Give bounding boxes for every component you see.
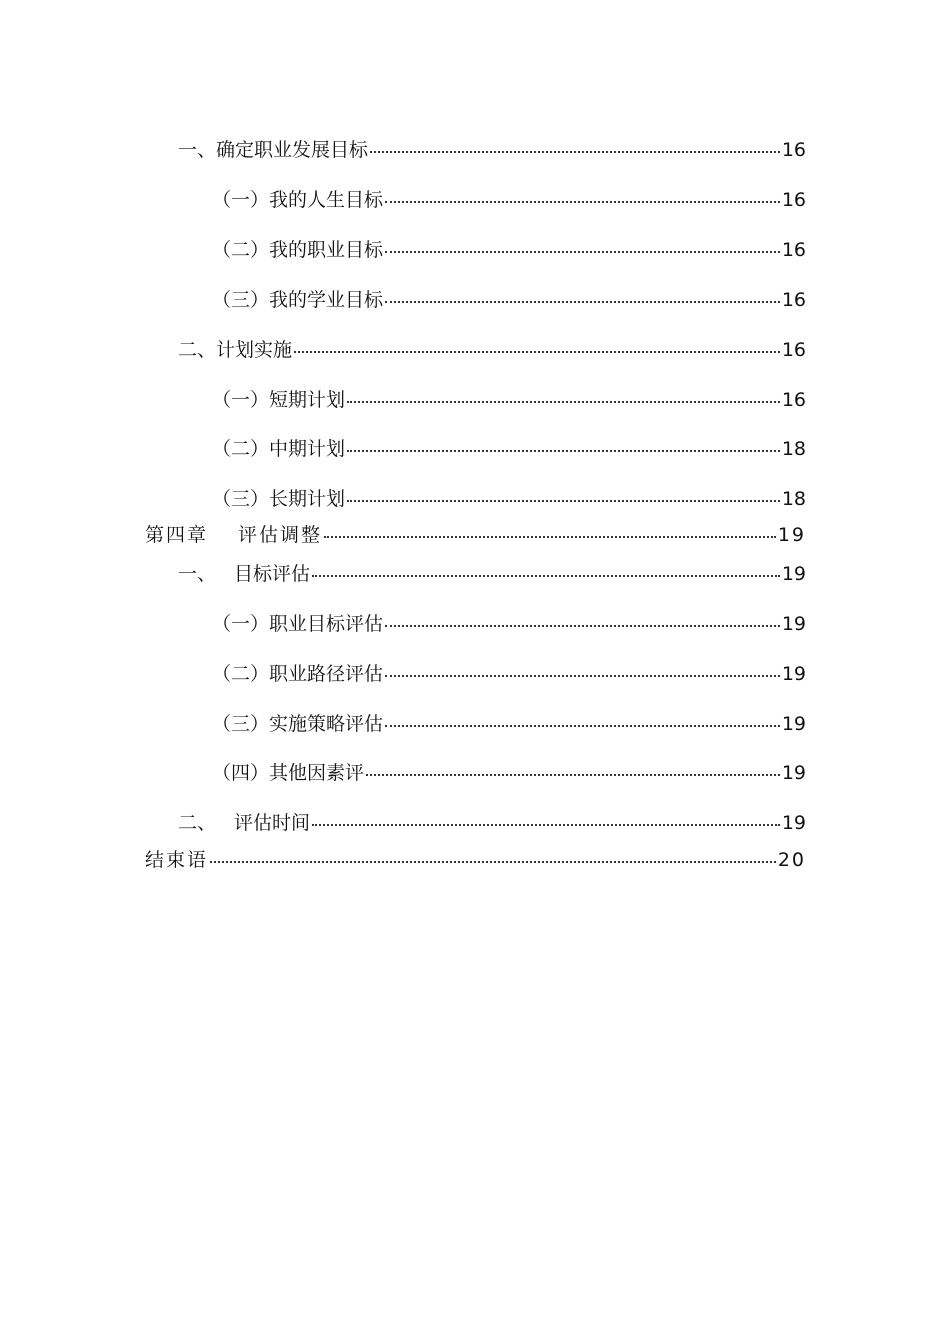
toc-entry-title: 目标评估 [234,563,311,585]
toc-entry-number: （三） [212,713,270,735]
toc-entry-page: 16 [781,339,806,361]
toc-entry[interactable] [212,388,806,412]
toc-entry[interactable] [178,811,806,835]
toc-entry-page: 19 [781,663,806,685]
toc-chapter-title: 评估调整 [238,524,323,546]
toc-entry-title: 我的学业目标 [269,289,384,311]
toc-entry-number: 一、 [178,139,217,161]
toc-entry-page: 19 [781,613,806,635]
toc-entry-page: 19 [777,524,806,546]
toc-entry[interactable] [178,562,806,586]
toc-entry[interactable] [212,238,806,262]
toc-entry[interactable] [178,338,806,362]
toc-chapter-entry[interactable] [145,523,806,547]
toc-entry-title: 我的人生目标 [269,189,384,211]
toc-entry-number: （一） [212,613,270,635]
toc-dot-leader [385,625,780,627]
toc-entry-page: 18 [781,438,806,460]
toc-entry-number: 一、 [178,563,217,585]
toc-entry-page: 16 [781,139,806,161]
toc-entry-number: 二、 [178,812,217,834]
toc-dot-leader [347,401,780,403]
toc-entry-number: （三） [212,289,270,311]
toc-entry[interactable] [178,138,806,162]
toc-entry-title: 其他因素评 [269,762,365,784]
toc-entry-page: 16 [781,389,806,411]
toc-entry-title: 长期计划 [269,488,346,510]
toc-entry-title: 确定职业发展目标 [216,139,369,161]
toc-dot-leader [312,575,780,577]
toc-entry-page: 20 [777,849,806,871]
toc-entry-page: 19 [781,713,806,735]
toc-closing-entry[interactable] [145,848,806,872]
toc-entry-page: 18 [781,488,806,510]
toc-dot-leader [366,774,780,776]
toc-entry-number: （一） [212,389,270,411]
toc-entry-number: （一） [212,189,270,211]
toc-entry[interactable] [212,712,806,736]
toc-dot-leader [210,861,776,863]
toc-chapter-number: 第四章 [145,524,209,546]
toc-entry-number: （四） [212,762,270,784]
toc-dot-leader [294,351,780,353]
toc-entry[interactable] [212,761,806,785]
toc-entry[interactable] [212,288,806,312]
toc-dot-leader [385,675,780,677]
toc-dot-leader [347,500,780,502]
toc-entry-title: 计划实施 [216,339,293,361]
toc-entry[interactable] [212,612,806,636]
toc-entry-number: （二） [212,239,270,261]
toc-entry-title: 短期计划 [269,389,346,411]
toc-entry-title: 实施策略评估 [269,713,384,735]
toc-entry-page: 16 [781,239,806,261]
toc-entry-title: 评估时间 [234,812,311,834]
toc-entry-title: 中期计划 [269,438,346,460]
toc-dot-leader [347,450,780,452]
toc-entry[interactable] [212,662,806,686]
toc-entry-page: 16 [781,189,806,211]
toc-entry[interactable] [212,487,806,511]
toc-entry-number: （二） [212,438,270,460]
toc-entry-number: （三） [212,488,270,510]
toc-entry-title: 职业路径评估 [269,663,384,685]
toc-entry-page: 19 [781,563,806,585]
toc-entry-number: （二） [212,663,270,685]
toc-entry-title: 我的职业目标 [269,239,384,261]
toc-entry[interactable] [212,188,806,212]
toc-entry-number: 二、 [178,339,217,361]
toc-dot-leader [385,251,780,253]
toc-dot-leader [324,536,776,538]
toc-dot-leader [312,824,780,826]
toc-entry-title: 职业目标评估 [269,613,384,635]
toc-dot-leader [385,201,780,203]
toc-entry-page: 19 [781,812,806,834]
toc-entry-page: 16 [781,289,806,311]
toc-entry[interactable] [212,437,806,461]
toc-dot-leader [385,301,780,303]
toc-entry-title: 结束语 [145,849,209,871]
toc-dot-leader [385,725,780,727]
toc-entry-page: 19 [781,762,806,784]
toc-dot-leader [370,151,780,153]
